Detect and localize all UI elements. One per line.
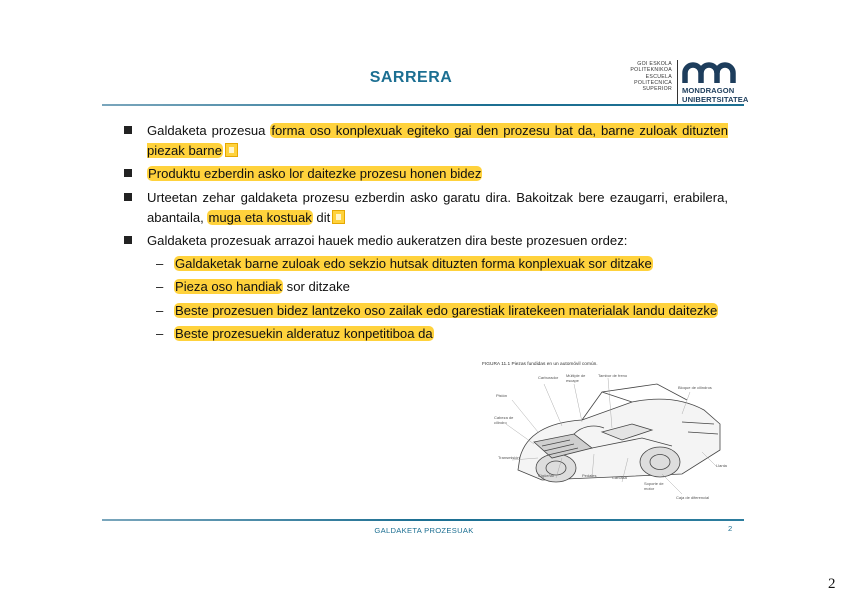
figure-label: Bloque de cilindros xyxy=(678,385,712,390)
square-bullet-icon xyxy=(124,169,132,177)
comment-note-icon[interactable] xyxy=(332,210,345,224)
figure-label: Transmisión xyxy=(498,455,520,460)
mondragon-logo-icon xyxy=(682,62,740,84)
dash-bullet: – xyxy=(156,279,164,295)
school-name: GOI ESKOLA POLITEKNIKOA ESCUELA POLITECNICA SUPERIOR xyxy=(630,61,672,93)
highlight[interactable]: Galdaketak barne zuloak edo sekzio hutsak dituzten forma konplexuak sor ditzake xyxy=(175,256,652,272)
square-bullet-icon xyxy=(124,126,132,134)
highlight[interactable]: Beste prozesuen bidez lantzeko oso zailak edo garestiak liratekeen materialak landu daitezke xyxy=(175,302,718,318)
highlight[interactable]: forma oso konplexuak egiteko gai den prozesu bat da, barne zuloak dituzten piezak barne xyxy=(147,123,728,159)
highlight[interactable]: Produktu ezberdin asko lor daitezke prozesu honen bidez xyxy=(148,166,482,182)
dash-bullet: – xyxy=(156,256,164,272)
figure-label: Carburador xyxy=(538,375,559,380)
figure-caption: FIGURA 11.1 Piezas fundidas en un automóvil común. xyxy=(482,362,598,367)
slide-content xyxy=(122,121,728,347)
university-logo xyxy=(598,58,749,108)
sub-item xyxy=(122,324,728,344)
university-name: MONDRAGON UNIBERTSITATEA xyxy=(682,86,749,104)
logo-divider xyxy=(677,60,678,104)
figure-label: Múltiple de escape xyxy=(566,373,586,383)
page-number: 2 xyxy=(828,576,836,592)
figure-label: Cabeza de cilindro xyxy=(494,415,514,425)
square-bullet-icon xyxy=(124,236,132,244)
figure-label: Soporte de motor xyxy=(644,481,664,491)
figure-label: Tambor de freno xyxy=(598,373,628,378)
sub-item: – Pieza oso handiak sor ditzake xyxy=(122,277,728,297)
slide-number: 2 xyxy=(728,524,733,533)
figure-label: Cigüeñal xyxy=(538,473,554,478)
comment-note-icon[interactable] xyxy=(225,143,238,157)
footer-text: GALDAKETA PROZESUAK xyxy=(374,526,474,535)
highlight[interactable]: Pieza oso handiak xyxy=(175,279,283,295)
figure-label: Carcasa xyxy=(612,475,627,480)
bullet-item: Urteetan zehar galdaketa prozesu ezberdin asko garatu dira. Bakoitzak bere ezaugarri, erabilera, abantaila, muga eta kostuak dit xyxy=(122,188,728,228)
slide-title: SARRERA xyxy=(369,69,453,86)
bullet-item: Galdaketa prozesua forma oso konplexuak egiteko gai den prozesu bat da, barne zuloak dituzten piezak barne xyxy=(122,121,728,161)
footer-rule xyxy=(102,519,744,521)
header-rule xyxy=(102,104,744,106)
square-bullet-icon xyxy=(124,193,132,201)
dash-bullet: – xyxy=(156,325,164,341)
bullet-item: Galdaketa prozesuak arrazoi hauek medio aukeratzen dira beste prozesuen ordez: xyxy=(122,231,728,251)
figure-label: Pedales xyxy=(582,473,597,478)
figure-label: Caja de diferencial xyxy=(676,495,710,500)
figure-label: Pistón xyxy=(496,393,508,398)
figure-label: Llanta xyxy=(716,463,727,468)
sub-item xyxy=(122,301,728,321)
highlight[interactable]: muga eta kostuak xyxy=(208,209,312,225)
highlight[interactable]: Beste prozesuekin alderatuz konpetitiboa da xyxy=(175,325,433,341)
dash-bullet: – xyxy=(156,302,164,318)
car-castings-figure xyxy=(482,362,732,512)
sub-item xyxy=(122,254,728,274)
bullet-item xyxy=(122,164,728,184)
